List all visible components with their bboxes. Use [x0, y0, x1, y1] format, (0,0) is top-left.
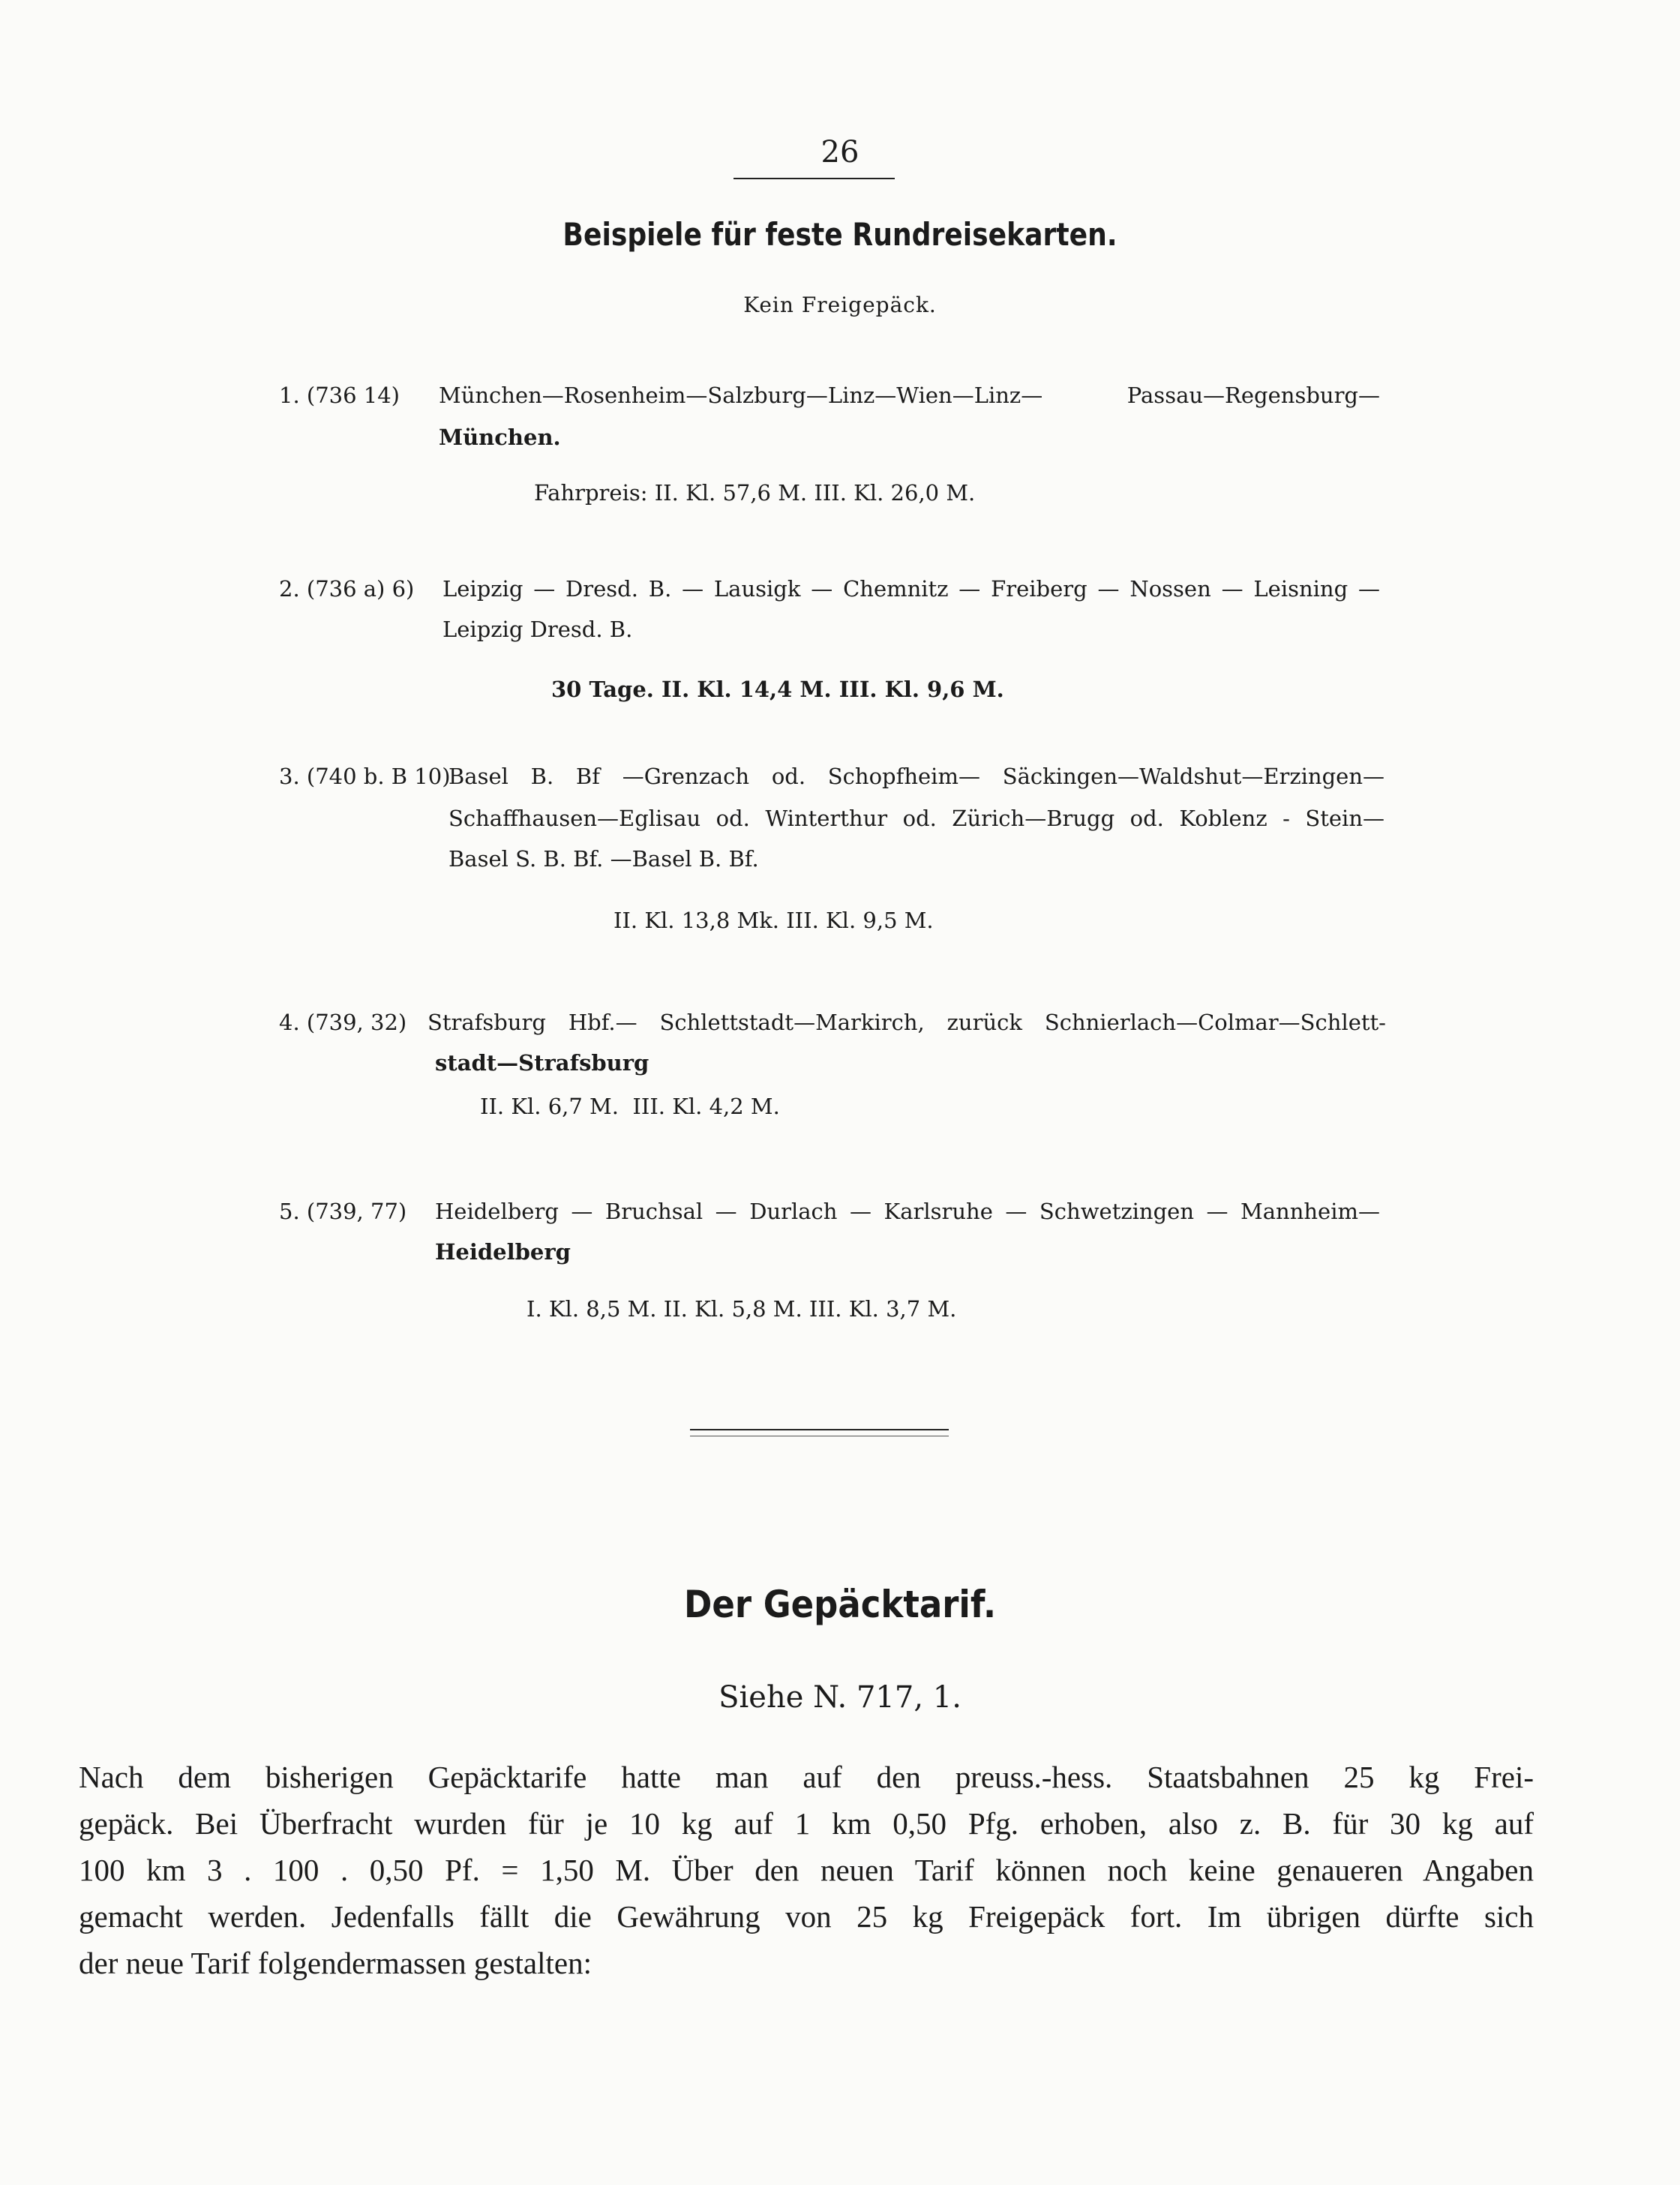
body-paragraph — [79, 1754, 1534, 1986]
entry-3-route-line-1: Basel B. Bf —Grenzach od. Schopfheim— Säckingen—Waldshut—Erzingen— — [448, 764, 1384, 789]
entry-1-number: 1. (736 14) — [279, 383, 400, 408]
paragraph-line: Nach dem bisherigen Gepäcktarife hatte man auf den preuss.-hess. Staatsbahnen 25 kg Frei- — [79, 1760, 1534, 1794]
entry-2-route-line-2: Leipzig Dresd. B. — [442, 617, 633, 642]
entry-1-route-line-1: München—Rosenheim—Salzburg—Linz—Wien—Linz— Passau—Regensburg— — [439, 383, 1380, 408]
entry-2-number: 2. (736 a) 6) — [279, 576, 415, 602]
entry-1-price: Fahrpreis: II. Kl. 57,6 M. III. Kl. 26,0 M. — [534, 480, 976, 506]
entry-2-route-line-1: Leipzig — Dresd. B. — Lausigk — Chemnitz — Freiberg — Nossen — Leisning — — [442, 576, 1380, 602]
entry-4-price: II. Kl. 6,7 M. III. Kl. 4,2 M. — [480, 1094, 780, 1119]
page-subtitle: Kein Freigepäck. — [743, 293, 937, 317]
entry-4-number: 4. (739, 32) — [279, 1010, 407, 1035]
paragraph-line: der neue Tarif folgendermassen gestalten: — [79, 1946, 592, 1980]
entry-5-price: I. Kl. 8,5 M. II. Kl. 5,8 M. III. Kl. 3,7 M. — [526, 1296, 957, 1322]
page-number-rule — [734, 178, 895, 179]
page-number: 26 — [820, 135, 860, 170]
section-reference: Siehe N. 717, 1. — [718, 1680, 962, 1715]
entry-5-number: 5. (739, 77) — [279, 1199, 407, 1224]
paragraph-line: gemacht werden. Jedenfalls fällt die Gewährung von 25 kg Freigepäck fort. Im übrigen dürfte sich — [79, 1899, 1534, 1934]
entry-5-route-line-2: Heidelberg — [435, 1239, 571, 1265]
paragraph-line: 100 km 3 . 100 . 0,50 Pf. = 1,50 M. Über den neuen Tarif können noch keine genaueren Angaben — [79, 1853, 1534, 1887]
entry-3-route-line-3: Basel S. B. Bf. —Basel B. Bf. — [448, 846, 759, 872]
section-heading: Der Gepäcktarif. — [683, 1583, 997, 1626]
entry-1-route-line-2: München. — [439, 425, 561, 450]
entry-5-route-line-1: Heidelberg — Bruchsal — Durlach — Karlsruhe — Schwetzingen — Mannheim— — [435, 1199, 1380, 1224]
page-title: Beispiele für feste Rundreisekarten. — [562, 216, 1118, 253]
entry-2-price: 30 Tage. II. Kl. 14,4 M. III. Kl. 9,6 M. — [551, 677, 1004, 702]
entry-4-route-line-2: stadt—Strafsburg — [435, 1050, 650, 1076]
section-divider — [690, 1429, 949, 1430]
entry-3-number: 3. (740 b. B 10) — [279, 764, 451, 789]
entry-3-route-line-2: Schaffhausen—Eglisau od. Winterthur od. Zürich—Brugg od. Koblenz - Stein— — [448, 806, 1384, 831]
entry-3-price: II. Kl. 13,8 Mk. III. Kl. 9,5 M. — [614, 908, 934, 933]
paragraph-line: gepäck. Bei Überfracht wurden für je 10 kg auf 1 km 0,50 Pfg. erhoben, also z. B. für 30 kg auf — [79, 1806, 1534, 1841]
entry-4-route-line-1: Strafsburg Hbf.— Schlettstadt—Markirch, zurück Schnierlach—Colmar—Schlett- — [428, 1010, 1386, 1035]
